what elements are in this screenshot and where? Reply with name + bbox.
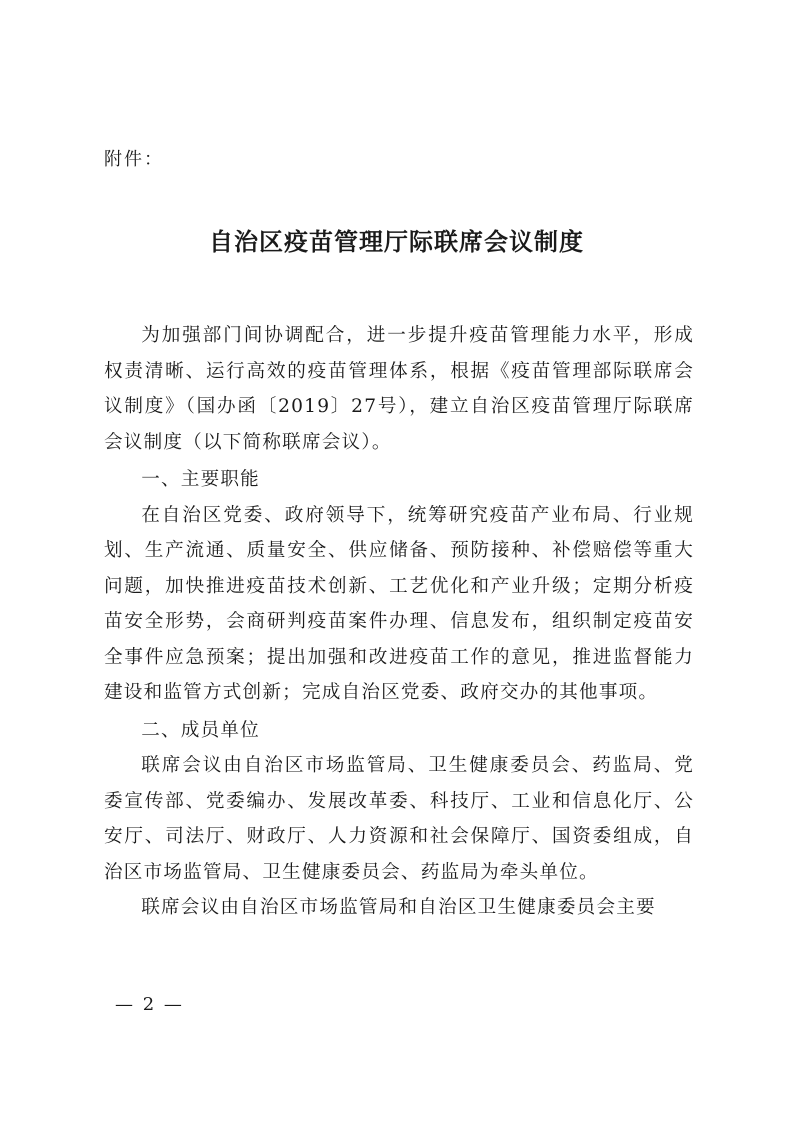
continuation-paragraph: 联席会议由自治区市场监管局和自治区卫生健康委员会主要 (141, 897, 656, 918)
section-heading-member-units: 二、成员单位 (141, 719, 260, 741)
intro-paragraph: 为加强部门间协调配合，进一步提升疫苗管理能力水平，形成权责清晰、运行高效的疫苗管理体系，根据《疫苗管理部际联席会议制度》（国办函〔2019〕27号），建立自治区疫苗管理厅际联席会议制度（以下简称联席会议）。 (104, 325, 694, 453)
document-body (104, 318, 694, 926)
member-units-paragraph: 联席会议由自治区市场监管局、卫生健康委员会、药监局、党委宣传部、党委编办、发展改革委、科技厅、工业和信息化厅、公安厅、司法厅、财政厅、人力资源和社会保障厅、国资委组成，自治区市场监管局、卫生健康委员会、药监局为牵头单位。 (104, 755, 694, 883)
page-number: — 2 — (115, 994, 184, 1015)
document-title: 自治区疫苗管理厅际联席会议制度 (209, 228, 584, 256)
main-functions-paragraph: 在自治区党委、政府领导下，统筹研究疫苗产业布局、行业规划、生产流通、质量安全、供应储备、预防接种、补偿赔偿等重大问题，加快推进疫苗技术创新、工艺优化和产业升级；定期分析疫苗安全形势，会商研判疫苗案件办理、信息发布，组织制定疫苗安全事件应急预案；提出加强和改进疫苗工作的意见，推进监督能力建设和监管方式创新；完成自治区党委、政府交办的其他事项。 (104, 504, 694, 703)
section-heading-main-functions: 一、主要职能 (141, 469, 260, 490)
attachment-label: 附件： (104, 149, 164, 170)
